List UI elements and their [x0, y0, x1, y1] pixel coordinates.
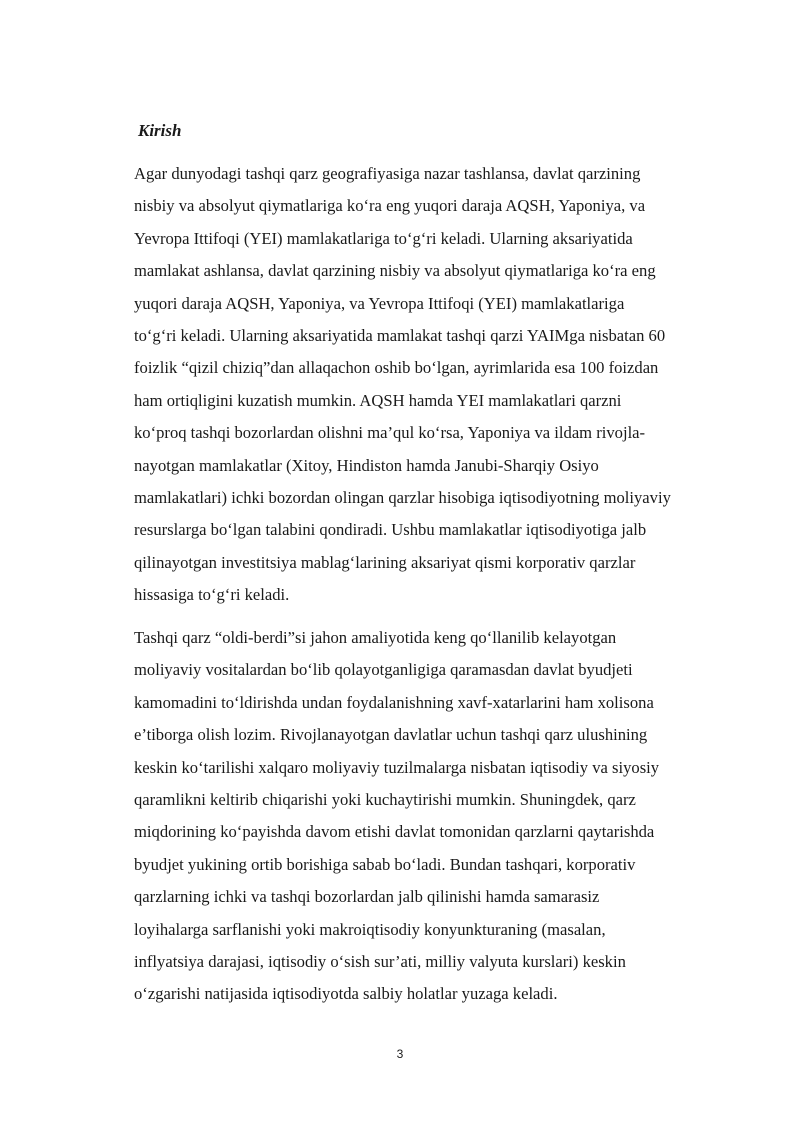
paragraph-line: Tashqi qarz “oldi-berdi”si jahon amaliyotida keng qo‘llanilib kelayotgan	[134, 628, 617, 647]
paragraph-line: Yevropa Ittifoqi (YEI) mamlakatlariga to‘g‘ri keladi. Ularning aksariyatida	[134, 228, 633, 248]
paragraph-line: Agar dunyodagi tashqi qarz geografiyasiga nazar tashlansa, davlat qarzining	[134, 164, 641, 183]
paragraph-line: ham ortiqligini kuzatish mumkin. AQSH hamda YEI mamlakatlari qarzni	[134, 390, 622, 410]
paragraph-line: mamlakat ashlansa, davlat qarzining nisbiy va absolyut qiymatlariga ko‘ra eng	[134, 261, 656, 281]
paragraph-line: resurslarga bo‘lgan talabini qondiradi. Ushbu mamlakatlar iqtisodiyotiga jalb	[134, 520, 647, 540]
paragraph-line: ko‘proq tashqi bozorlardan olishni ma’qul ko‘rsa, Yaponiya va ildam rivojla-	[134, 423, 646, 443]
paragraph-line: qilinayotgan investitsiya mablag‘larining aksariyat qismi korporativ qarzlar	[134, 552, 636, 572]
paragraph-line: qaramlikni keltirib chiqarishi yoki kuchaytirishi mumkin. Shuningdek, qarz	[134, 790, 636, 810]
paragraph-line: moliyaviy vositalardan bo‘lib qolayotganligiga qaramasdan davlat byudjeti	[134, 660, 633, 680]
page-number: 3	[396, 1047, 404, 1061]
paragraph-line: keskin ko‘tarilishi xalqaro moliyaviy tuzilmalarga nisbatan iqtisodiy va siyosiy	[134, 757, 660, 777]
paragraph-line: foizlik “qizil chiziq”dan allaqachon oshib bo‘lgan, ayrimlarida esa 100 foizdan	[134, 358, 659, 378]
paragraph-line: miqdorining ko‘payishda davom etishi davlat tomonidan qarzlarni qaytarishda	[134, 822, 655, 842]
paragraph-line: hissasiga to‘g‘ri keladi.	[134, 585, 290, 605]
paragraph-2	[134, 622, 754, 1011]
paragraph-line: byudjet yukining ortib borishiga sabab bo‘ladi. Bundan tashqari, korporativ	[134, 854, 636, 874]
paragraph-line: yuqori daraja AQSH, Yaponiya, va Yevropa Ittifoqi (YEI) mamlakatlariga	[134, 293, 625, 313]
paragraph-line: kamomadini to‘ldirishda undan foydalanishning xavf-xatarlarini ham xolisona	[134, 692, 654, 712]
paragraph-line: mamlakatlari) ichki bozordan olingan qarzlar hisobiga iqtisodiyotning moliyaviy	[134, 488, 671, 508]
paragraph-line: e’tiborga olish lozim. Rivojlanayotgan davlatlar uchun tashqi qarz ulushining	[134, 725, 648, 745]
paragraph-line: to‘g‘ri keladi. Ularning aksariyatida mamlakat tashqi qarzi YAIMga nisbatan 60	[134, 326, 666, 346]
paragraph-line: nisbiy va absolyut qiymatlariga ko‘ra eng yuqori daraja AQSH, Yaponiya, va	[134, 196, 646, 216]
paragraph-line: o‘zgarishi natijasida iqtisodiyotda salbiy holatlar yuzaga keladi.	[134, 984, 558, 1004]
paragraph-line: nayotgan mamlakatlar (Xitoy, Hindiston hamda Janubi-Sharqiy Osiyo	[134, 455, 599, 475]
paragraph-line: inflyatsiya darajasi, iqtisodiy o‘sish sur’ati, milliy valyuta kurslari) keskin	[134, 952, 626, 972]
paragraph-1	[134, 158, 754, 612]
paragraph-line: qarzlarning ichki va tashqi bozorlardan jalb qilinishi hamda samarasiz	[134, 887, 600, 907]
paragraph-line: loyihalarga sarflanishi yoki makroiqtisodiy konyunkturaning (masalan,	[134, 919, 606, 939]
section-heading: Kirish	[138, 121, 182, 140]
